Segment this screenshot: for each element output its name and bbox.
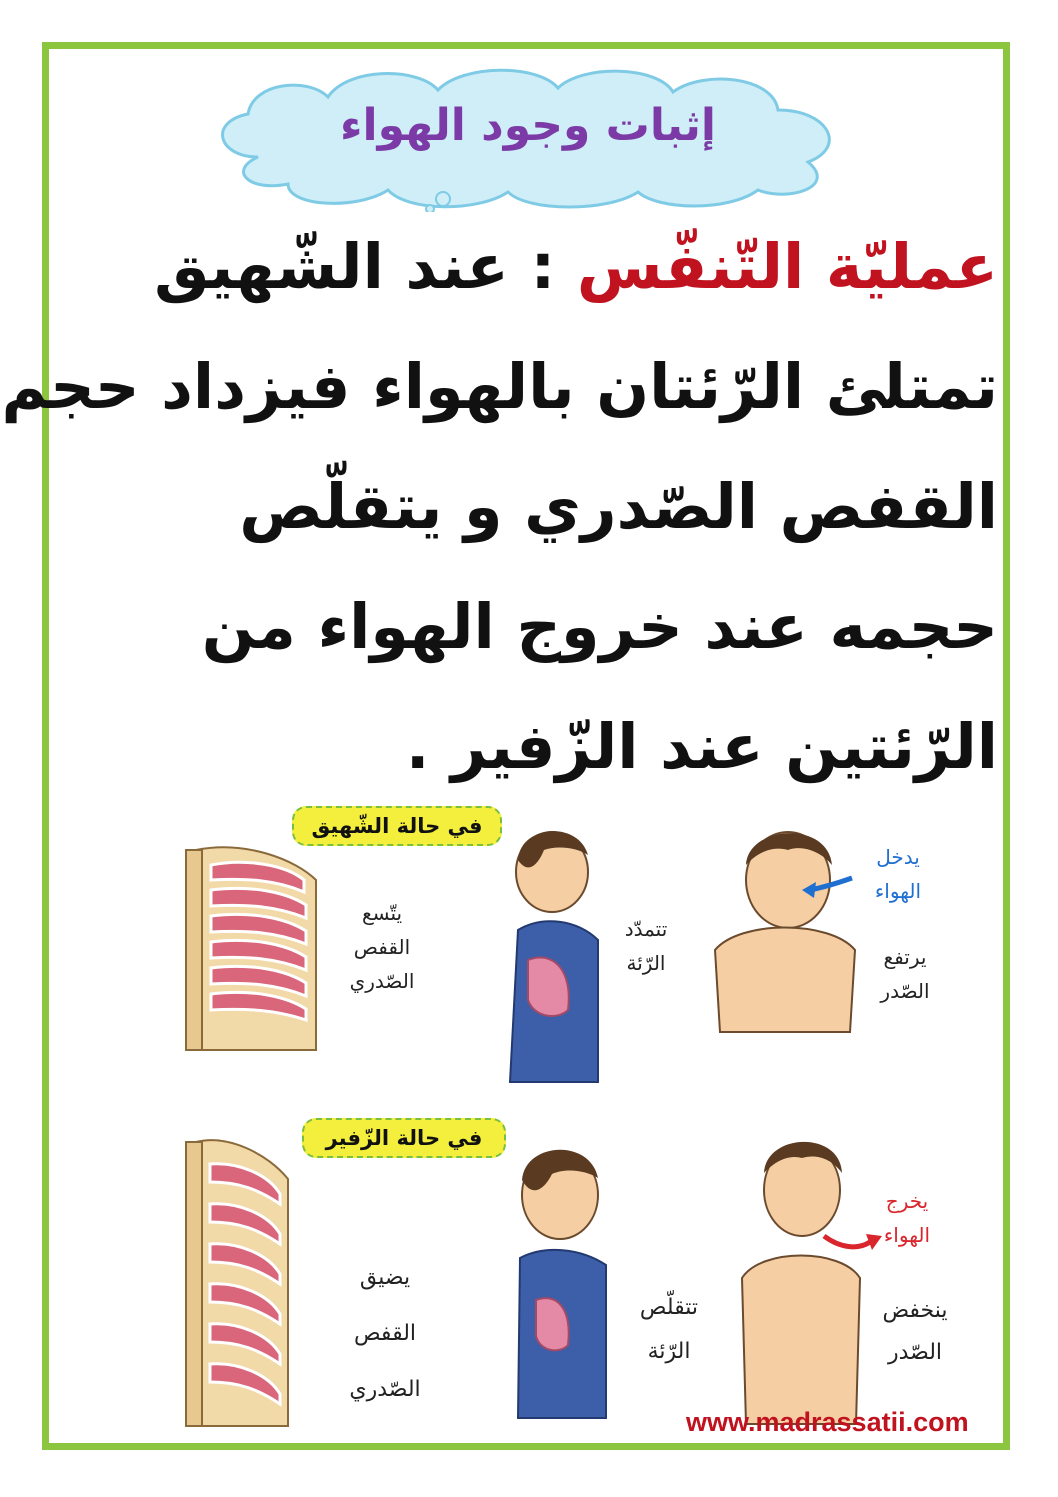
- text-line-1: تمتلئ الرّئتان بالهواء فيزداد حجم: [1, 350, 998, 423]
- inhale-chest-label: يرتفع الصّدر: [880, 945, 930, 1003]
- boy-side-exhale-illustration: [510, 1140, 616, 1425]
- air-in-arrow-icon: [800, 872, 856, 900]
- exhale-air-label: يخرج الهواء: [883, 1189, 931, 1247]
- inhale-badge: في حالة الشّهيق: [292, 806, 502, 846]
- heading-line: [60, 212, 998, 322]
- ribcage-contracted-illustration: [178, 1134, 294, 1436]
- website-link[interactable]: www.madrassatii.com: [686, 1407, 969, 1437]
- inhale-air-label: يدخل الهواء: [874, 845, 922, 903]
- exhale-chest-label: ينخفض الصّدر: [882, 1298, 948, 1365]
- inhale-lung-label: تتمدّد الرّئة: [624, 917, 668, 975]
- page-title: إثبات وجود الهواء: [340, 100, 716, 151]
- boy-front-inhale-illustration: [710, 820, 860, 1035]
- ribcage-expanded-illustration: [176, 840, 322, 1060]
- text-line-4: الرّئتين عند الزّفير .: [405, 710, 998, 783]
- text-line-2: القفص الصّدري و يتقلّص: [239, 470, 998, 543]
- heading-red: عمليّة التّنفّس: [576, 230, 998, 303]
- heading-black: : عند الشّهيق: [154, 230, 577, 303]
- exhale-ribcage-label: يضيق القفص الصّدري: [349, 1265, 421, 1402]
- exhale-lung-label: تتقلّص الرّئة: [639, 1295, 699, 1364]
- boy-side-inhale-illustration: [498, 820, 604, 1090]
- text-line-3: حجمه عند خروج الهواء من: [201, 590, 998, 663]
- boy-front-exhale-illustration: [736, 1128, 864, 1428]
- inhale-ribcage-label: يتّسع القفص الصّدري: [349, 901, 415, 993]
- exhale-badge: في حالة الزّفير: [302, 1118, 506, 1158]
